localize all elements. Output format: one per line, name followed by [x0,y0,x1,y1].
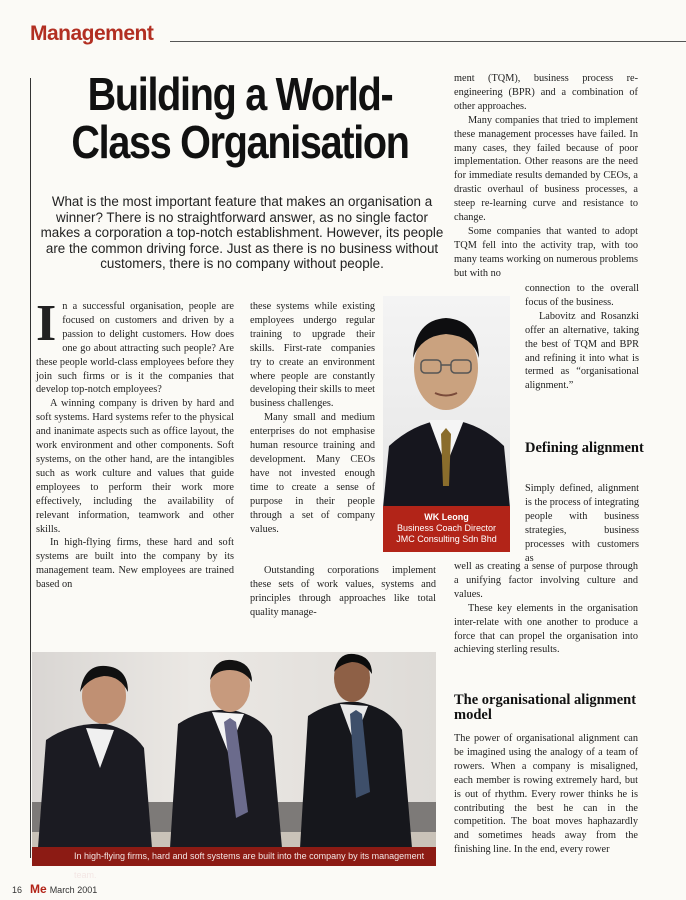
portrait-company: JMC Consulting Sdn Bhd [396,534,497,544]
column-2-bottom [250,564,436,620]
paragraph-9-cont: connection to the overall focus of the business. [525,283,639,308]
folio [12,882,97,896]
paragraph-9: Some companies that wanted to adopt TQM fell into the activity trap, with too many teams working on numerous problems but with no [454,225,638,279]
portrait-caption [383,506,510,552]
portrait-figure [383,296,510,508]
paragraph-7: ment (TQM), business process re-engineering (BPR) and a combination of other approaches. [454,73,638,112]
paragraph-2: A winning company is driven by hard and soft systems. Hard systems refer to the physical and inanimate aspects such as office layout, the work environment and other components. Soft systems, on the other hand, are the intangibles such as work culture and values that guide employees to perform their work more effectively, including the availability of relevant information, teamwork and other skills. [36,398,234,535]
group-photo-figure [32,652,436,848]
deck: What is the most important feature that makes an organisation a winner? There is no straightforward answer, as no single factor makes a corporation a top-notch establishment. However, its people are the common driving force. Just as there is no business without customers, there is no company without people. [40,194,444,271]
subhead-alignment-model: The organisational alignment model [454,692,637,723]
column-2 [250,300,375,536]
page-number: 16 [12,885,23,895]
group-photo-caption: In high-flying firms, hard and soft systems are built into the company by its management team. [32,847,436,866]
paragraph-8: Many companies that tried to implement these management processes have failed. In many cases, they failed because of poor implementation. Other reasons are the need for immediate results demanded by CEOs, a drastic overhaul of business processes, a steep re-learning curve and resistance to change. [454,114,638,224]
paragraph-11: Simply defined, alignment is the process of integrating people with business strategies, business processes with customers as [525,483,639,564]
person-middle [170,660,282,848]
paragraph-5: Many small and medium enterprises do not emphasise human resource training and development. Many CEOs have not invested enough time to create a sense of purpose in their people through a set of company values. [250,412,375,535]
paragraph-4: these systems while existing employees undergo regular training to upgrade their skills. First-rate companies try to create an environment where people are constantly developing their skills to meet business challenges. [250,301,375,410]
column-3-defining [525,482,639,565]
column-1 [36,295,234,592]
paragraph-11-cont: well as creating a sense of purpose through a unifying factor involving culture and values. [454,561,638,600]
drop-cap: I [36,295,57,352]
paragraph-6: Outstanding corporations implement these sets of work values, systems and principles through approaches like total quality manage- [250,565,436,618]
paragraph-12: These key elements in the organisation inter-relate with one another to produce a force that can propel the organisation into achieving sterling results. [454,602,638,656]
portrait-photo [383,296,510,508]
paragraph-3: In high-flying firms, these hard and soft systems are built into the company by its management team. New employees are trained based on [36,537,234,591]
column-3-middle [454,560,638,657]
column-3-top [454,72,638,281]
paragraph-13: The power of organisational alignment can be imagined using the analogy of a team of rowers. When a company is misaligned, each member is rowing extremely hard, but is out of rhythm. Every rower thinks he is contributing the best he can in the competition. The boat moves haphazardly and sometimes heads away from the finishing line. In the end, every rower [454,733,638,856]
issue-date: March 2001 [49,885,98,895]
left-rule [30,78,31,858]
person-right [300,654,412,848]
headline: Building a World-Class Organisation [71,68,409,168]
magazine-logo: Me [30,882,47,896]
column-3-narrow [525,282,639,393]
section-rule [170,41,686,42]
subhead-defining-alignment: Defining alignment [525,440,644,456]
column-3-bottom [454,732,638,857]
section-label: Management [30,22,154,45]
group-photo [32,652,436,848]
portrait-title: Business Coach Director [396,523,497,533]
paragraph-1: In a successful organisation, people are focused on customers and driven by a passion to delight customers. How does one go about attracting such people? Are these people world-class employees before they join such firms or is it the companies that develop top-notch employees? [36,295,234,396]
paragraph-10: Labovitz and Rosanzki offer an alternative, taking the best of TQM and BPR and refining it into what is termed as “organisational alignment.” [525,310,639,392]
person-left [38,666,152,848]
portrait-name: WK Leong [424,512,469,522]
